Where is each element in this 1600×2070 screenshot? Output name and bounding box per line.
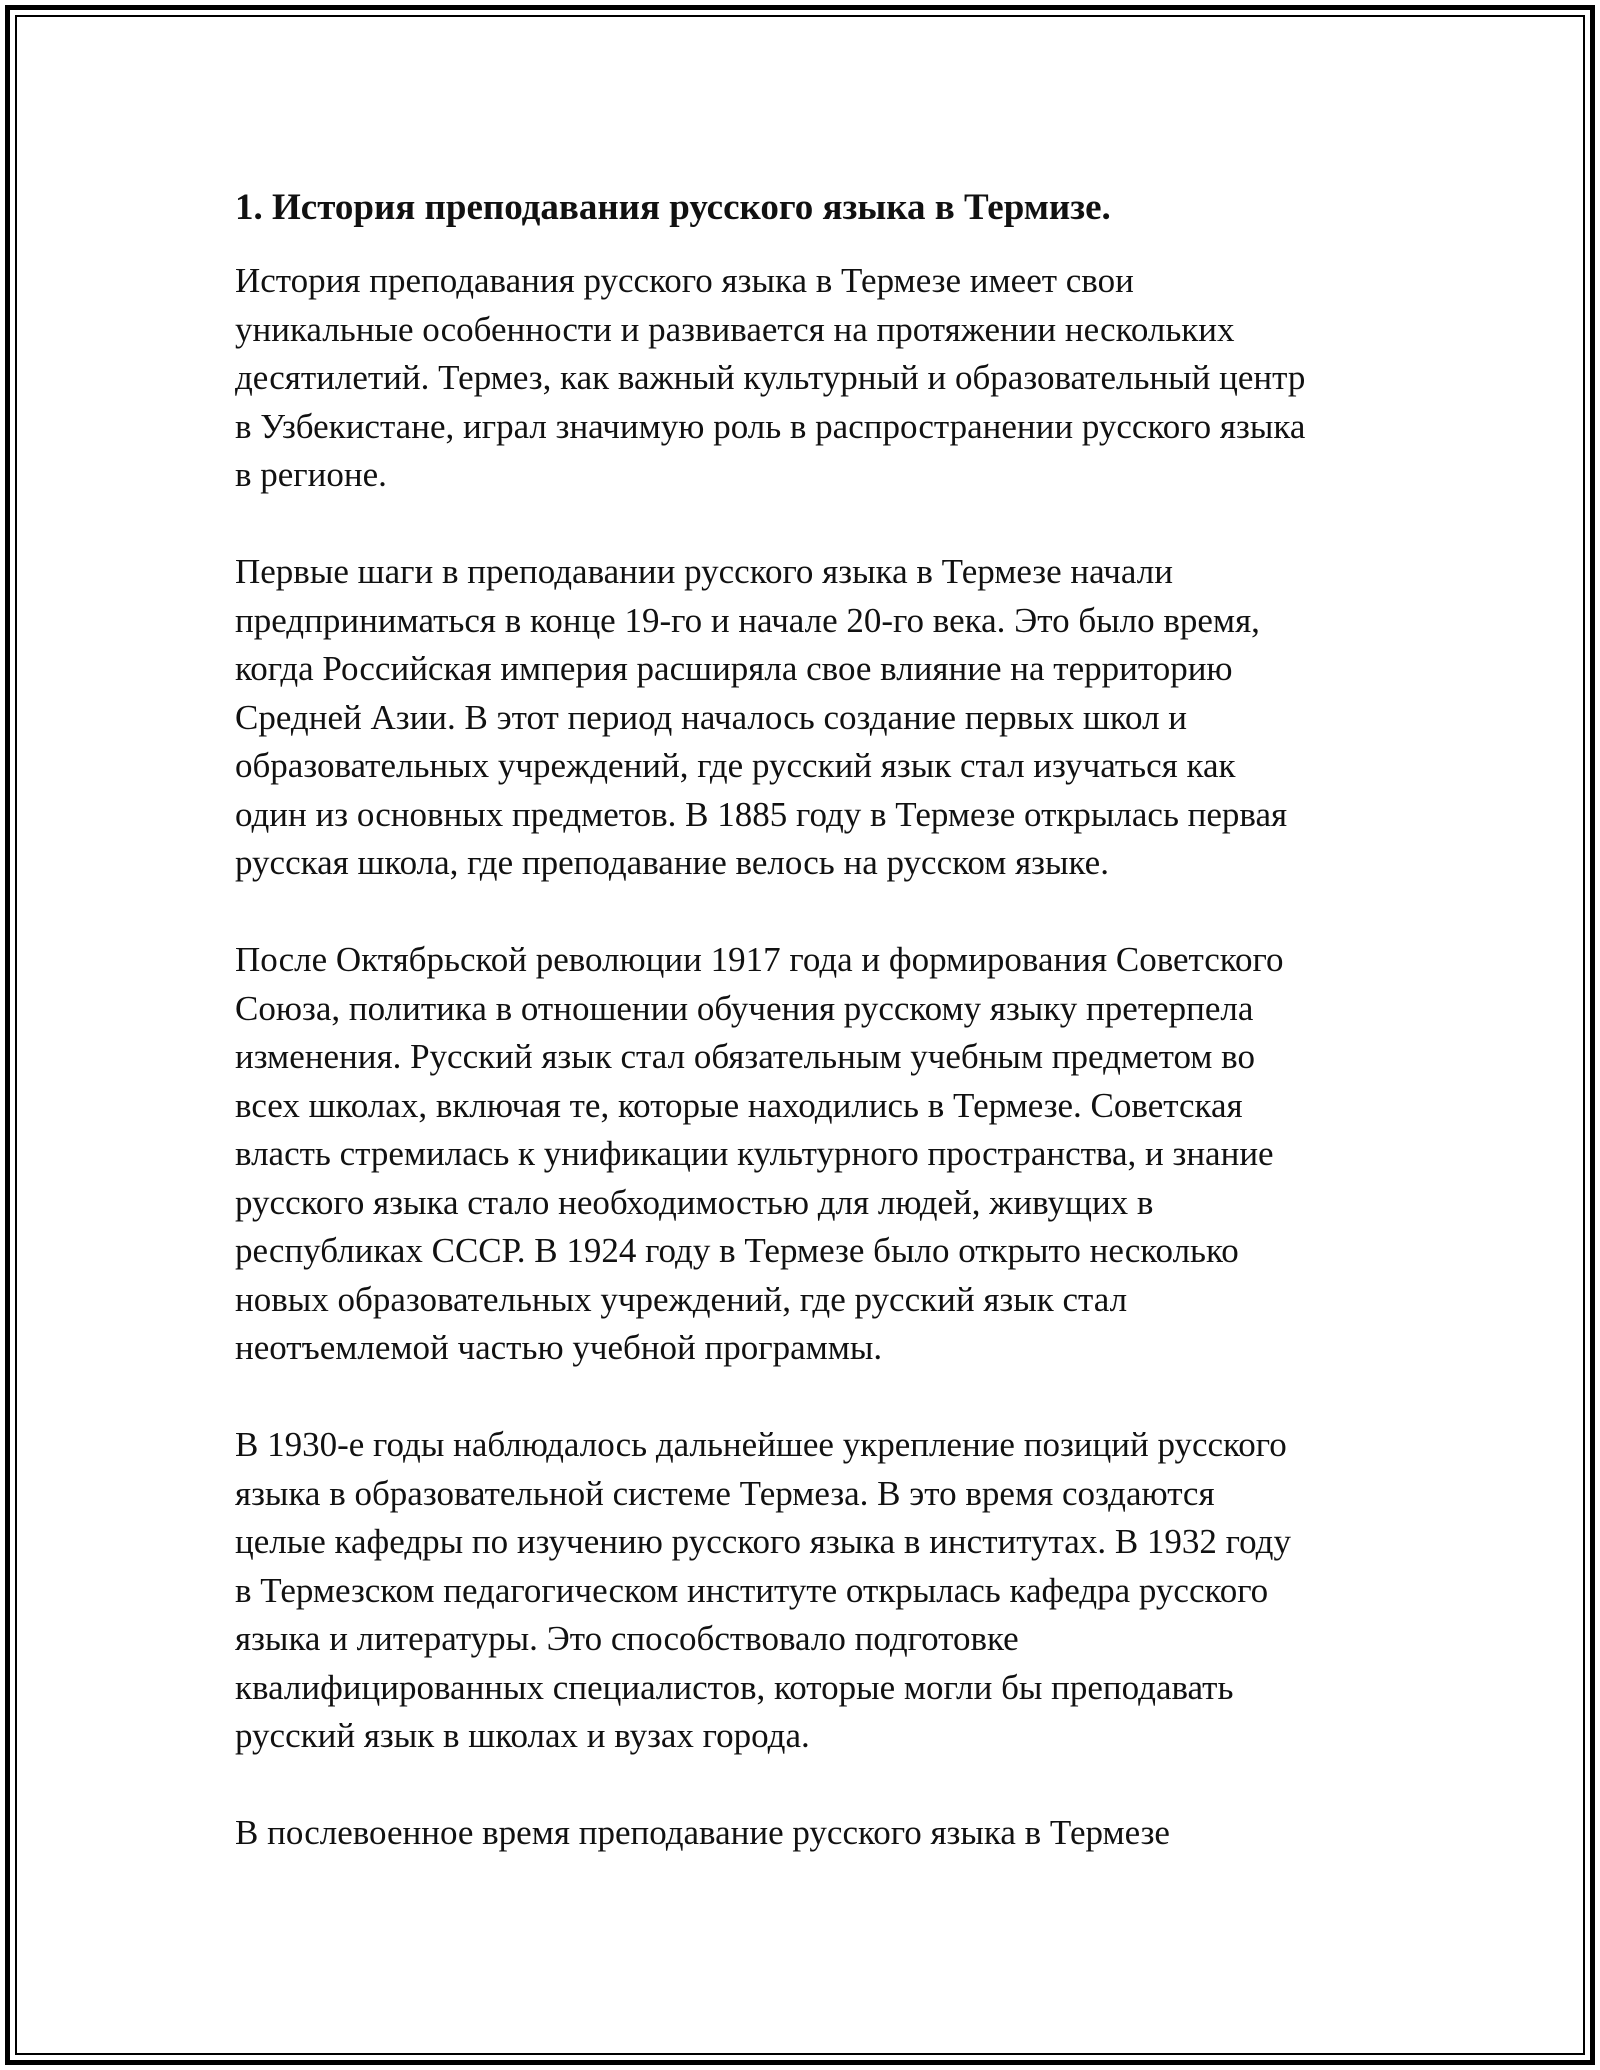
text-line: В 1930-е годы наблюдалось дальнейшее укрепление позиций русского (235, 1425, 1287, 1464)
text-line: русская школа, где преподавание велось на русском языке. (235, 843, 1109, 882)
document-body (235, 184, 1380, 1906)
section-heading: 1. История преподавания русского языка в Термизе. (235, 187, 1111, 228)
text-line: один из основных предметов. В 1885 году в Термезе открылась первая (235, 794, 1288, 834)
text-line: республиках СССР. В 1924 году в Термезе было открыто несколько (235, 1231, 1239, 1270)
text-line: уникальные особенности и развивается на протяжении нескольких (235, 309, 1235, 349)
text-line: русского языка стало необходимостью для людей, живущих в (235, 1182, 1154, 1222)
text-line: в регионе. (235, 455, 387, 494)
text-line: целые кафедры по изучению русского языка в институтах. В 1932 году (235, 1522, 1291, 1561)
text-line: власть стремилась к унификации культурного пространства, и знание (235, 1134, 1274, 1173)
text-line: когда Российская империя расширяла свое влияние на территорию (235, 649, 1233, 688)
text-line: языка в образовательной системе Термеза. В это время создаются (235, 1473, 1215, 1513)
text-line: квалифицированных специалистов, которые могли бы преподавать (235, 1667, 1234, 1707)
text-line: Союза, политика в отношении обучения русскому языку претерпела (235, 988, 1254, 1028)
text-line: Первые шаги в преподавании русского языка в Термезе начали (235, 552, 1173, 591)
text-line: в Узбекистане, играл значимую роль в распространении русского языка (235, 406, 1306, 446)
paragraph-5 (235, 1809, 1380, 1858)
text-line: русский язык в школах и вузах города. (235, 1716, 810, 1755)
text-line: предприниматься в конце 19-го и начале 20-го века. Это было время, (235, 600, 1260, 640)
text-line: неотъемлемой частью учебной программы. (235, 1328, 883, 1367)
text-line: изменения. Русский язык стал обязательным учебным предметом во (235, 1037, 1255, 1076)
text-line: образовательных учреждений, где русский язык стал изучаться как (235, 746, 1236, 785)
paragraph-1 (235, 257, 1380, 500)
paragraph-4 (235, 1421, 1380, 1761)
text-line: в Термезском педагогическом институте открылась кафедра русского (235, 1570, 1269, 1610)
text-line: После Октябрьской революции 1917 года и формирования Советского (235, 940, 1284, 979)
text-line: Средней Азии. В этот период началось создание первых школ и (235, 697, 1188, 737)
text-line: языка и литературы. Это способствовало подготовке (235, 1619, 1019, 1658)
text-line: В послевоенное время преподавание русского языка в Термезе (235, 1813, 1170, 1852)
text-line: История преподавания русского языка в Термезе имеет свои (235, 261, 1134, 300)
text-line: всех школах, включая те, которые находились в Термезе. Советская (235, 1085, 1243, 1125)
text-line: новых образовательных учреждений, где русский язык стал (235, 1279, 1128, 1319)
text-line: десятилетий. Термез, как важный культурный и образовательный центр (235, 358, 1306, 397)
paragraph-3 (235, 936, 1380, 1373)
paragraph-2 (235, 548, 1380, 888)
